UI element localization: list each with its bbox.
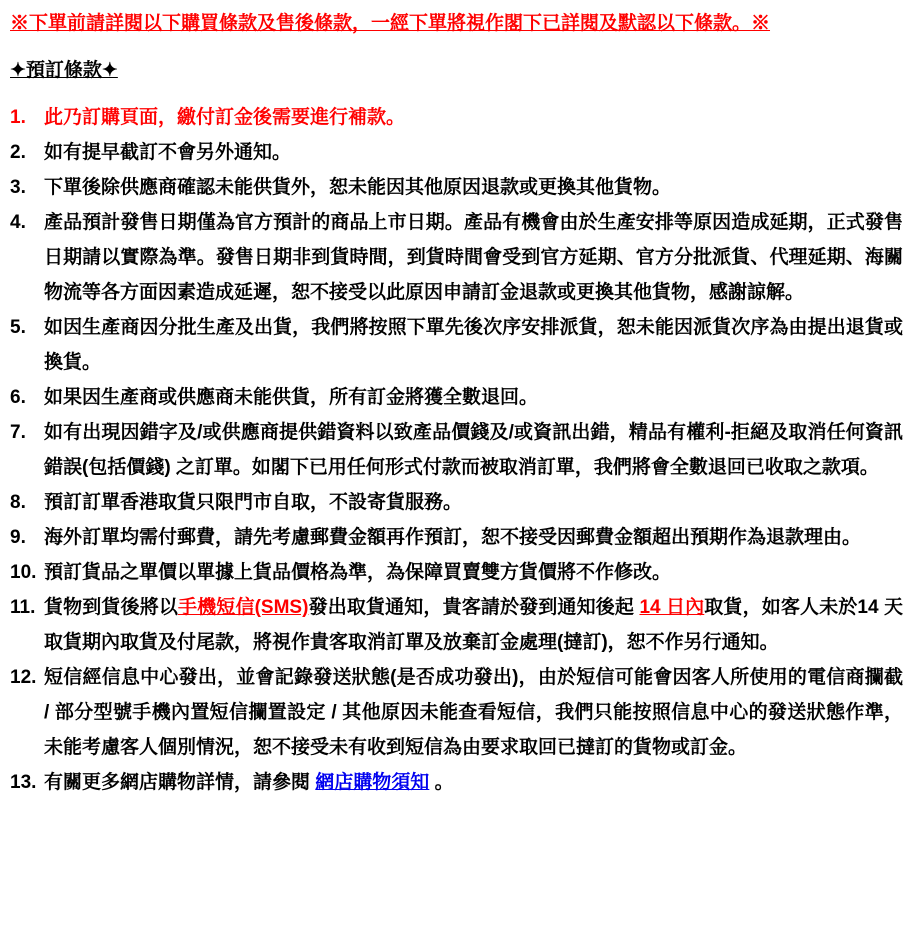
term-number: 12. bbox=[10, 667, 37, 689]
terms-warning-title: ※下單前請詳閱以下購買條款及售後條款，一經下單將視作閣下已詳閱及默認以下條款。※ bbox=[10, 13, 771, 34]
term-text bbox=[44, 590, 903, 660]
term-text-segment: 有關更多網店購物詳情，請參閱 bbox=[44, 772, 316, 794]
term-number: 7. bbox=[10, 422, 26, 444]
term-item-10 bbox=[10, 555, 903, 590]
term-text-segment: 如有出現因錯字及/或供應商提供錯資料以致產品價錢及/或資訊出錯，精品有權利-拒絕及取消任何資訊錯誤(包括價錢) 之訂單。如閣下已用任何形式付款而被取消訂單，我們將會全數退回已收取之款項。 bbox=[44, 422, 903, 479]
term-text-segment: 預訂訂單香港取貨只限門市自取，不設寄貨服務。 bbox=[44, 492, 463, 514]
term-text-segment: 取貨，如客人未於14 天取貨期內取貨及付尾款，將視作貴客取消訂單及放棄訂金處理(撻訂)，恕不作另行通知。 bbox=[44, 597, 903, 654]
term-item-4 bbox=[10, 205, 903, 310]
term-text-segment: 短信經信息中心發出，並會記錄發送狀態(是否成功發出)，由於短信可能會因客人所使用的電信商攔截 / 部分型號手機內置短信攔置設定 / 其他原因未能查看短信，我們只能按照信息中心的發送狀態作準，未能考慮客人個別情況，恕不接受未有收到短信為由要求取回已撻訂的貨物或訂金。 bbox=[44, 667, 903, 759]
term-text-segment: 發出取貨通知，貴客請於發到通知後起 bbox=[308, 597, 640, 619]
term-number: 3. bbox=[10, 177, 26, 199]
term-number: 4. bbox=[10, 212, 26, 234]
term-item-7 bbox=[10, 415, 903, 485]
term-text-segment: 如果因生產商或供應商未能供貨，所有訂金將獲全數退回。 bbox=[44, 387, 539, 409]
term-text bbox=[44, 485, 903, 520]
term-text bbox=[44, 765, 903, 800]
term-text bbox=[44, 135, 903, 170]
term-text bbox=[44, 170, 903, 205]
term-item-3 bbox=[10, 170, 903, 205]
term-text bbox=[44, 415, 903, 485]
term-item-1 bbox=[10, 100, 903, 135]
term-text-segment: 此乃訂購頁面，繳付訂金後需要進行補款。 bbox=[44, 107, 406, 129]
term-item-9 bbox=[10, 520, 903, 555]
terms-list bbox=[10, 100, 903, 800]
store-shopping-guide-link[interactable]: 網店購物須知 bbox=[315, 772, 430, 794]
term-text-segment: 產品預計發售日期僅為官方預計的商品上市日期。產品有機會由於生產安排等原因造成延期，正式發售日期請以實際為準。發售日期非到貨時間，到貨時間會受到官方延期、官方分批派貨、代理延期、海關物流等各方面因素造成延遲，恕不接受以此原因申請訂金退款或更換其他貨物，感謝諒解。 bbox=[44, 212, 903, 304]
term-item-12 bbox=[10, 660, 903, 765]
term-item-13 bbox=[10, 765, 903, 800]
term-text-segment: 如因生產商因分批生產及出貨，我們將按照下單先後次序安排派貨，恕未能因派貨次序為由提出退貨或換貨。 bbox=[44, 317, 903, 374]
term-number: 10. bbox=[10, 562, 37, 584]
pickup-deadline-highlight: 14 日內 bbox=[639, 597, 705, 619]
term-text bbox=[44, 380, 903, 415]
term-text bbox=[44, 555, 903, 590]
term-item-8 bbox=[10, 485, 903, 520]
term-number: 2. bbox=[10, 142, 26, 164]
preorder-terms-header: ✦預訂條款✦ bbox=[10, 59, 118, 81]
term-number: 5. bbox=[10, 317, 26, 339]
term-text bbox=[44, 205, 903, 310]
term-text-segment: 海外訂單均需付郵費，請先考慮郵費金額再作預訂，恕不接受因郵費金額超出預期作為退款理由。 bbox=[44, 527, 862, 549]
term-text-segment: 如有提早截訂不會另外通知。 bbox=[44, 142, 292, 164]
term-item-11 bbox=[10, 590, 903, 660]
sms-highlight: 手機短信(SMS) bbox=[178, 597, 309, 619]
term-text-segment: 下單後除供應商確認未能供貨外，恕未能因其他原因退款或更換其他貨物。 bbox=[44, 177, 672, 199]
term-text-segment: 預訂貨品之單價以單據上貨品價格為準，為保障買賣雙方貨價將不作修改。 bbox=[44, 562, 672, 584]
term-number: 6. bbox=[10, 387, 26, 409]
term-number: 13. bbox=[10, 772, 37, 794]
term-item-6 bbox=[10, 380, 903, 415]
term-number: 8. bbox=[10, 492, 26, 514]
term-number: 11. bbox=[10, 597, 36, 619]
term-item-5 bbox=[10, 310, 903, 380]
term-text bbox=[44, 100, 903, 135]
term-text bbox=[44, 310, 903, 380]
term-number: 9. bbox=[10, 527, 26, 549]
term-item-2 bbox=[10, 135, 903, 170]
term-text bbox=[44, 660, 903, 765]
term-number: 1. bbox=[10, 107, 26, 129]
term-text bbox=[44, 520, 903, 555]
term-text-segment: 。 bbox=[429, 772, 454, 794]
term-text-segment: 貨物到貨後將以 bbox=[44, 597, 179, 619]
